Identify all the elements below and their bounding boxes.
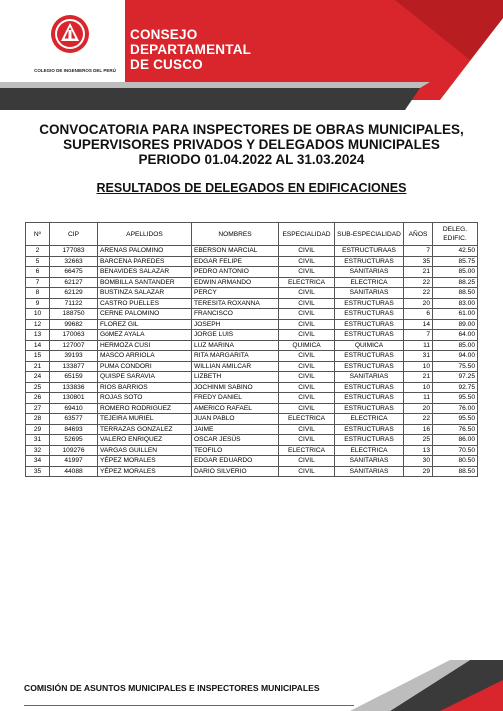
page-header: [0, 0, 503, 110]
cell-score: 88.50: [433, 288, 478, 299]
table-row: [26, 466, 478, 477]
cell-apellidos: ROJAS SOTO: [98, 393, 192, 404]
cell-subespecialidad: SANITARIAS: [335, 466, 404, 477]
cell-apellidos: VALERO ENRIQUEZ: [98, 435, 192, 446]
council-line-2: DEPARTAMENTAL: [130, 42, 252, 57]
cell-especialidad: CIVIL: [279, 256, 335, 267]
cell-nombres: RITA MARGARITA: [192, 351, 279, 362]
title-line-3: PERIODO 01.04.2022 AL 31.03.2024: [138, 152, 365, 167]
cell-score: 75.50: [433, 361, 478, 372]
cell-num: 7: [26, 277, 50, 288]
cell-nombres: LUZ MARINA: [192, 340, 279, 351]
table-row: [26, 340, 478, 351]
table-row: [26, 309, 478, 320]
cell-score: 94.00: [433, 351, 478, 362]
title-line-2: SUPERVISORES PRIVADOS Y DELEGADOS MUNICIPALES: [63, 137, 440, 152]
cell-num: 26: [26, 393, 50, 404]
cell-subespecialidad: ESTRUCTURAS: [335, 256, 404, 267]
cell-especialidad: CIVIL: [279, 309, 335, 320]
document-titles: [0, 122, 503, 195]
cell-especialidad: CIVIL: [279, 403, 335, 414]
cell-anos: 20: [404, 403, 433, 414]
cell-nombres: JORGE LUIS: [192, 330, 279, 341]
cell-num: 5: [26, 256, 50, 267]
cell-cip: 41997: [50, 456, 98, 467]
cell-score: 86.00: [433, 435, 478, 446]
cell-especialidad: CIVIL: [279, 319, 335, 330]
cell-subespecialidad: ESTRUCTURAS: [335, 298, 404, 309]
cell-apellidos: BARCENA PAREDES: [98, 256, 192, 267]
cell-cip: 127007: [50, 340, 98, 351]
cell-score: 88.25: [433, 277, 478, 288]
cell-cip: 52695: [50, 435, 98, 446]
cell-subespecialidad: ELECTRICA: [335, 414, 404, 425]
cell-subespecialidad: ESTRUCTURAS: [335, 309, 404, 320]
cell-score: 61.00: [433, 309, 478, 320]
cell-especialidad: CIVIL: [279, 372, 335, 383]
cell-apellidos: ARENAS PALOMINO: [98, 246, 192, 257]
cell-anos: 11: [404, 340, 433, 351]
cell-num: 14: [26, 340, 50, 351]
org-label: COLEGIO DE INGENIEROS DEL PERÚ: [34, 68, 116, 73]
table-row: [26, 330, 478, 341]
header-delegado: DELEG. EDIFIC.: [433, 223, 478, 246]
cell-cip: 65159: [50, 372, 98, 383]
cell-anos: 22: [404, 277, 433, 288]
cell-subespecialidad: ESTRUCTURAAS: [335, 246, 404, 257]
cell-score: 95.50: [433, 414, 478, 425]
cell-num: 31: [26, 435, 50, 446]
cell-especialidad: CIVIL: [279, 361, 335, 372]
cell-subespecialidad: SANITARIAS: [335, 372, 404, 383]
cell-anos: 10: [404, 361, 433, 372]
cell-apellidos: VARGAS GUILLEN: [98, 445, 192, 456]
table-row: [26, 382, 478, 393]
cell-subespecialidad: ELECTRICA: [335, 277, 404, 288]
cell-apellidos: BUSTINZA SALAZAR: [98, 288, 192, 299]
cell-especialidad: ELECTRICA: [279, 445, 335, 456]
table-row: [26, 435, 478, 446]
cell-subespecialidad: SANITARIAS: [335, 267, 404, 278]
cell-subespecialidad: ESTRUCTURAS: [335, 361, 404, 372]
cell-score: 85.00: [433, 340, 478, 351]
cell-apellidos: ROMERO RODRIGUEZ: [98, 403, 192, 414]
cell-anos: 7: [404, 246, 433, 257]
cell-num: 6: [26, 267, 50, 278]
cell-nombres: PEDRO ANTONIO: [192, 267, 279, 278]
cell-num: 32: [26, 445, 50, 456]
table-row: [26, 277, 478, 288]
cell-apellidos: QUISPE SARAVIA: [98, 372, 192, 383]
cell-anos: 21: [404, 267, 433, 278]
cell-num: 8: [26, 288, 50, 299]
cell-subespecialidad: ESTRUCTURAS: [335, 424, 404, 435]
cell-subespecialidad: SANITARIAS: [335, 288, 404, 299]
cell-especialidad: CIVIL: [279, 393, 335, 404]
cell-cip: 133836: [50, 382, 98, 393]
council-line-1: CONSEJO: [130, 27, 198, 42]
council-name: [130, 27, 290, 72]
cell-especialidad: CIVIL: [279, 267, 335, 278]
cell-num: 9: [26, 298, 50, 309]
cell-anos: 13: [404, 445, 433, 456]
cell-cip: 62127: [50, 277, 98, 288]
cell-score: 42.50: [433, 246, 478, 257]
cell-num: 28: [26, 414, 50, 425]
cell-anos: 16: [404, 424, 433, 435]
table-row: [26, 361, 478, 372]
footer-text: COMISIÓN DE ASUNTOS MUNICIPALES E INSPECTORES MUNICIPALES: [24, 683, 320, 693]
cell-num: 12: [26, 319, 50, 330]
cell-num: 21: [26, 361, 50, 372]
cell-num: 24: [26, 372, 50, 383]
cell-cip: 99682: [50, 319, 98, 330]
cell-especialidad: CIVIL: [279, 382, 335, 393]
cell-cip: 177083: [50, 246, 98, 257]
cell-subespecialidad: QUIMICA: [335, 340, 404, 351]
cell-num: 10: [26, 309, 50, 320]
results-table: [25, 222, 478, 477]
cell-anos: 6: [404, 309, 433, 320]
cell-nombres: EDGAR EDUARDO: [192, 456, 279, 467]
cell-apellidos: YÉPEZ MORALES: [98, 456, 192, 467]
cell-cip: 71122: [50, 298, 98, 309]
cell-subespecialidad: ESTRUCTURAS: [335, 403, 404, 414]
cell-subespecialidad: ESTRUCTURAS: [335, 382, 404, 393]
cell-subespecialidad: ESTRUCTURAS: [335, 351, 404, 362]
cell-apellidos: CERNE PALOMINO: [98, 309, 192, 320]
cell-nombres: JAIME: [192, 424, 279, 435]
cell-anos: 35: [404, 256, 433, 267]
cell-anos: 25: [404, 435, 433, 446]
header-especialidad: ESPECIALIDAD: [279, 223, 335, 246]
cell-score: 70.50: [433, 445, 478, 456]
cell-apellidos: CASTRO PUELLES: [98, 298, 192, 309]
cell-score: 95.50: [433, 393, 478, 404]
cell-num: 13: [26, 330, 50, 341]
cell-anos: 29: [404, 466, 433, 477]
council-line-3: DE CUSCO: [130, 57, 203, 72]
cell-apellidos: TEJEIRA MURIEL: [98, 414, 192, 425]
cell-nombres: WILLIAN AMILCAR: [192, 361, 279, 372]
cell-especialidad: CIVIL: [279, 298, 335, 309]
cell-especialidad: CIVIL: [279, 288, 335, 299]
table-row: [26, 456, 478, 467]
cell-nombres: OSCAR JESÚS: [192, 435, 279, 446]
cell-cip: 109276: [50, 445, 98, 456]
cell-cip: 44088: [50, 466, 98, 477]
cell-anos: 11: [404, 393, 433, 404]
cell-cip: 69410: [50, 403, 98, 414]
header-num: Nº: [26, 223, 50, 246]
table-row: [26, 424, 478, 435]
cell-anos: 14: [404, 319, 433, 330]
cell-subespecialidad: SANITARIAS: [335, 456, 404, 467]
cell-especialidad: CIVIL: [279, 466, 335, 477]
cell-especialidad: CIVIL: [279, 330, 335, 341]
cell-num: 29: [26, 424, 50, 435]
cell-score: 85.75: [433, 256, 478, 267]
cell-anos: 22: [404, 288, 433, 299]
cell-nombres: EBERSON MARCIAL: [192, 246, 279, 257]
cell-anos: 7: [404, 330, 433, 341]
cell-num: 35: [26, 466, 50, 477]
cell-especialidad: QUIMICA: [279, 340, 335, 351]
cell-subespecialidad: ESTRUCTURAS: [335, 393, 404, 404]
cell-apellidos: BOMBILLA SANTANDER: [98, 277, 192, 288]
cell-nombres: EDWIN ARMANDO: [192, 277, 279, 288]
header-subespecialidad: SUB-ESPECIALIDAD: [335, 223, 404, 246]
header-anos: AÑOS: [404, 223, 433, 246]
cell-cip: 170063: [50, 330, 98, 341]
cell-cip: 63577: [50, 414, 98, 425]
cell-apellidos: BENAVIDES SALAZAR: [98, 267, 192, 278]
cell-anos: 31: [404, 351, 433, 362]
cell-especialidad: ELECTRICA: [279, 414, 335, 425]
table-row: [26, 403, 478, 414]
cell-cip: 188750: [50, 309, 98, 320]
cell-nombres: AMERICO RAFAEL: [192, 403, 279, 414]
cell-cip: 39193: [50, 351, 98, 362]
header-apellidos: APELLIDOS: [98, 223, 192, 246]
cell-nombres: JOCHINMI SABINO: [192, 382, 279, 393]
table-row: [26, 256, 478, 267]
cell-score: 85.00: [433, 267, 478, 278]
cell-apellidos: YÉPEZ MORALES: [98, 466, 192, 477]
cell-cip: 66475: [50, 267, 98, 278]
cell-score: 89.00: [433, 319, 478, 330]
cell-score: 88.50: [433, 466, 478, 477]
cell-nombres: FREDY DANIEL: [192, 393, 279, 404]
cell-especialidad: CIVIL: [279, 246, 335, 257]
table-row: [26, 351, 478, 362]
cell-score: 80.50: [433, 456, 478, 467]
cell-cip: 84693: [50, 424, 98, 435]
cell-cip: 130801: [50, 393, 98, 404]
table-row: [26, 414, 478, 425]
table-row: [26, 298, 478, 309]
cell-nombres: PERCY: [192, 288, 279, 299]
cell-num: 27: [26, 403, 50, 414]
cell-nombres: LIZBETH: [192, 372, 279, 383]
table-row: [26, 445, 478, 456]
cell-cip: 62129: [50, 288, 98, 299]
cell-score: 97.25: [433, 372, 478, 383]
footer-divider: [24, 705, 354, 706]
cip-logo-icon: [50, 14, 90, 54]
cell-nombres: TEOFILO: [192, 445, 279, 456]
cell-score: 83.00: [433, 298, 478, 309]
cell-subespecialidad: ELECTRICA: [335, 445, 404, 456]
cell-especialidad: CIVIL: [279, 424, 335, 435]
cell-especialidad: CIVIL: [279, 351, 335, 362]
cell-anos: 20: [404, 298, 433, 309]
cell-apellidos: MASCO ARRIOLA: [98, 351, 192, 362]
table-body: [26, 246, 478, 477]
table-row: [26, 319, 478, 330]
cell-score: 64.00: [433, 330, 478, 341]
cell-apellidos: HERMOZA CUSI: [98, 340, 192, 351]
header-cip: CIP: [50, 223, 98, 246]
cell-nombres: EDGAR FELIPE: [192, 256, 279, 267]
cell-nombres: JOSEPH: [192, 319, 279, 330]
cell-subespecialidad: ESTRUCTURAS: [335, 435, 404, 446]
cell-score: 76.50: [433, 424, 478, 435]
table-header-row: [26, 223, 478, 246]
title-line-1: CONVOCATORIA PARA INSPECTORES DE OBRAS MUNICIPALES,: [39, 122, 464, 137]
table-row: [26, 267, 478, 278]
cell-apellidos: PUMA CONDORI: [98, 361, 192, 372]
cell-subespecialidad: ESTRUCTURAS: [335, 330, 404, 341]
table-row: [26, 372, 478, 383]
cell-anos: 30: [404, 456, 433, 467]
footer-decoration: [350, 660, 503, 711]
cell-anos: 22: [404, 414, 433, 425]
table-row: [26, 288, 478, 299]
cell-num: 34: [26, 456, 50, 467]
cell-nombres: FRANCISCO: [192, 309, 279, 320]
cell-cip: 133877: [50, 361, 98, 372]
results-subtitle: RESULTADOS DE DELEGADOS EN EDIFICACIONES: [96, 181, 407, 195]
cell-num: 15: [26, 351, 50, 362]
table-row: [26, 393, 478, 404]
cell-score: 92.75: [433, 382, 478, 393]
cell-apellidos: GóMEZ AYALA: [98, 330, 192, 341]
header-nombres: NOMBRES: [192, 223, 279, 246]
cell-apellidos: TERRAZAS GONZALEZ: [98, 424, 192, 435]
cell-nombres: TERESITA ROXANNA: [192, 298, 279, 309]
cell-apellidos: FLOREZ GIL: [98, 319, 192, 330]
cell-score: 76.00: [433, 403, 478, 414]
cell-especialidad: ELECTRICA: [279, 277, 335, 288]
table-row: [26, 246, 478, 257]
cell-subespecialidad: ESTRUCTURAS: [335, 319, 404, 330]
cell-apellidos: RIOS BARRIOS: [98, 382, 192, 393]
cell-nombres: JUAN PABLO: [192, 414, 279, 425]
cell-num: 2: [26, 246, 50, 257]
cell-anos: 21: [404, 372, 433, 383]
cell-num: 25: [26, 382, 50, 393]
cell-nombres: DARIO SILVERIO: [192, 466, 279, 477]
cell-especialidad: CIVIL: [279, 456, 335, 467]
cell-especialidad: CIVIL: [279, 435, 335, 446]
cell-cip: 32663: [50, 256, 98, 267]
cell-anos: 10: [404, 382, 433, 393]
